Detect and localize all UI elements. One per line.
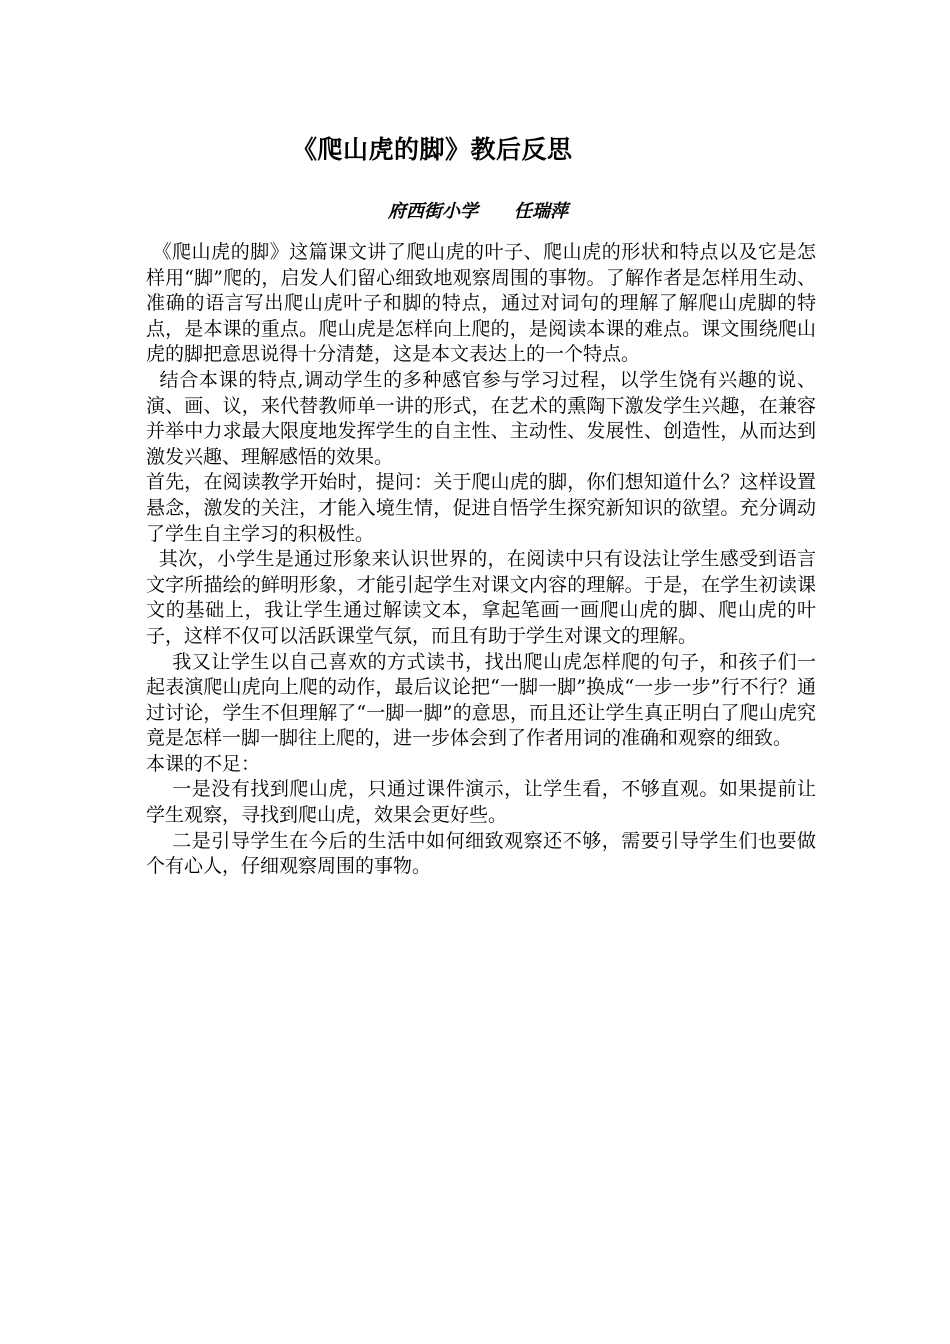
paragraph-second: 其次，小学生是通过形象来认识世界的，在阅读中只有设法让学生感受到语言文字所描绘的鲜明形象，才能引起学生对课文内容的理解。于是，在学生初读课文的基础上，我让学生通过解读文本，拿起笔画一画爬山虎的脚、爬山虎的叶子，这样不仅可以活跃课堂气氛，而且有助于学生对课文的理解。 [146,548,816,647]
document-title: 《爬山虎的脚》教后反思 [292,135,573,164]
document-body [146,240,816,880]
paragraph-approach: 结合本课的特点,调动学生的多种感官参与学习过程，以学生饶有兴趣的说、演、画、议，来代替教师单一讲的形式，在艺术的熏陶下激发学生兴趣，在兼容并举中力求最大限度地发挥学生的自主性、主动性、发展性、创造性，从而达到激发兴趣、理解感悟的效果。 [146,368,816,468]
author-byline [388,197,568,223]
paragraph-first: 首先，在阅读教学开始时，提问：关于爬山虎的脚，你们想知道什么？这样设置悬念，激发的关注，才能入境生情，促进自悟学生探究新知识的欲望。充分调动了学生自主学习的积极性。 [146,471,816,545]
paragraph-intro: 《爬山虎的脚》这篇课文讲了爬山虎的叶子、爬山虎的形状和特点以及它是怎样用“脚”爬的，启发人们留心细致地观察周围的事物。了解作者是怎样用生动、准确的语言写出爬山虎叶子和脚的特点，通过对词句的理解了解爬山虎脚的特点，是本课的重点。爬山虎是怎样向上爬的，是阅读本课的难点。课文围绕爬山虎的脚把意思说得十分清楚，这是本文表达上的一个特点。 [146,241,816,366]
author-name: 任瑞萍 [514,201,568,222]
shortcoming-one: 一是没有找到爬山虎，只通过课件演示，让学生看，不够直观。如果提前让学生观察，寻找到爬山虎，效果会更好些。 [146,778,816,827]
shortcomings-heading: 本课的不足： [146,752,261,775]
paragraph-third: 我又让学生以自己喜欢的方式读书，找出爬山虎怎样爬的句子，和孩子们一起表演爬山虎向上爬的动作，最后议论把“一脚一脚”换成“一步一步”行不行？通过讨论，学生不但理解了“一脚一脚”的意思，而且还让学生真正明白了爬山虎究竟是怎样一脚一脚往上爬的，进一步体会到了作者用词的准确和观察的细致。 [146,650,816,750]
school-name: 府西街小学 [388,201,478,222]
shortcoming-two: 二是引导学生在今后的生活中如何细致观察还不够，需要引导学生们也要做个有心人，仔细观察周围的事物。 [146,829,816,878]
